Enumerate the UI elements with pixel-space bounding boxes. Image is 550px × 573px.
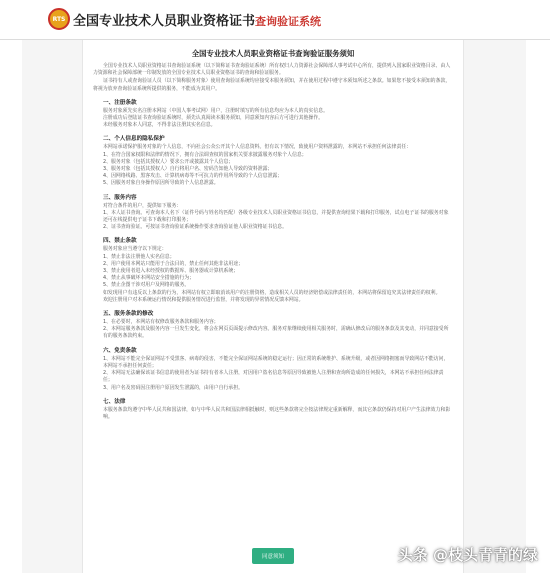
notice-section [93, 309, 453, 341]
main-area [22, 40, 526, 573]
section-item: 3、禁止使用者进入未经授权的数据库、服务器或计算机系统； [103, 268, 239, 275]
notice-section [93, 346, 453, 392]
section-item: 欢迎注册用户对本系统运行情况和提供服务情况进行监督，并将发现的异常情况反馈本网站。 [103, 296, 304, 303]
section-item: 对符合条件的用户，提供如下服务： [103, 202, 182, 209]
section-item: 3、服务对象（包括其授权人）自行将用户名、密码告知他人导致的资料泄露； [103, 166, 273, 173]
section-item: 4、禁止从事破坏本网站安全措施的行为； [103, 275, 195, 282]
section-item: 1、本人证书查询。可查询本人名下（证件号码与姓名均匹配）各级专业技术人员职业资格证书信息，并提供查询结果下载和打印服务，试点电子证书的服务对象还可在线提供电子证书下载和打印服务； [103, 209, 449, 224]
site-title-main: 全国专业技术人员职业资格证书 [73, 14, 256, 29]
site-header [0, 0, 550, 40]
section-title: 四、禁止条款 [103, 238, 137, 245]
section-item: 服务对象应当遵守以下规定： [103, 246, 167, 253]
section-item: 1、在必要时，本网站有权修改服务条款和服务内容； [103, 319, 219, 326]
notice-sections [93, 98, 453, 421]
logo-icon: RTS [48, 8, 70, 30]
notice-section [93, 193, 453, 232]
section-item: 服务对象须先实名注册本网站（中国人事考试网）用户，注册时填写的所有信息均应为本人的真实信息。 [103, 107, 328, 114]
site-title [73, 10, 321, 29]
section-item: 未经服务对象本人同意，不得非法注册其实名信息。 [103, 122, 216, 129]
section-item: 2、本网站服务条款及服务内容一旦发生变化，将会在网页页面提示修改内容。服务对象继续使用相关服务时，需确认修改后的服务条款及其变动，并同意接受所有的服务条款约束。 [103, 326, 449, 340]
section-title: 三、服务内容 [103, 194, 137, 201]
section-item: 注册成功后登陆证书查询验证系统时，须先认真阅读本服务须知，同意须知内容后方可进行其他操作。 [103, 115, 324, 122]
notice-section [93, 98, 453, 130]
section-title: 一、注册条款 [103, 99, 137, 106]
intro-paragraph: 全国专业技术人员职业资格证书查询验证系统（以下简称证书查询验证系统）所有权归人力资源社会保障部人事考试中心所有，提供列入国家职业资格目录、由人力资源和社会保障部统一印制发放的全国专业技术人员职业资格证书的查询和验证服务。 [93, 63, 451, 77]
section-item: 1、本网站不能完全保证网站不受黑客、病毒的侵害，不能完全保证网站系统的稳定运行；因正常的系统维护、系统升级，或者因网络拥塞而导致网站不能访问，本网站不承担任何责任； [103, 355, 449, 369]
section-item: 5、因服务对象自身操作原因所导致的个人信息泄露。 [103, 180, 219, 187]
notice-intro [93, 63, 453, 93]
site-title-sub: 查询验证系统 [255, 15, 322, 28]
section-item: 3、用户名及密码因注册用户原因发生泄露的，由用户自行承担。 [103, 384, 244, 391]
section-item: 2、用户使用本网站只能用于合法目的，禁止任何其他非法用途； [103, 260, 244, 267]
section-item: 1、禁止非法注册他人实名信息； [103, 253, 175, 260]
section-item: 本网站承诺保护服务对象的个人信息，不向社会公众公开其个人信息资料。但有以下情况，致使用户资料泄露的，本网站不承担任何法律责任： [103, 144, 412, 151]
section-item: 2、证书查询验证。可按证书查询验证系统操作要求查询验证他人职业资格证书信息。 [103, 224, 288, 231]
section-item: 2、本网站无法确保该证书信息的使用者为证书持有者本人注册，对因用户盗名信息等原因导致被他人注册和查询所造成的任何损失，本网站不承担任何法律责任； [103, 370, 444, 384]
section-title: 二、个人信息的隐私保护 [103, 136, 165, 143]
notice-card [82, 40, 464, 573]
intro-paragraph: 证书持有人或查询验证人员（以下简称服务对象）使用查询验证系统均应接受本服务须知，并在使用过程中遵守本须知所述之条款。如果您不接受本须知的条款，将视为放弃查询验证系统所提供的服务，不能成为其用户。 [93, 78, 451, 92]
section-title: 五、服务条款的修改 [103, 311, 154, 318]
notice-section [93, 236, 453, 304]
section-item: 2、服务对象（包括其授权人）要求公开或披露其个人信息； [103, 158, 234, 165]
section-item: 4、因网络线路、黑客攻击、计算机病毒等不可抗力的作用所导致的个人信息泄露； [103, 173, 283, 180]
agree-button[interactable]: 同意须知 [252, 548, 294, 564]
notice-title: 全国专业技术人员职业资格证书查询验证服务须知 [191, 49, 355, 58]
section-item: 5、禁止企图干涉对用户及网络的服务。 [103, 282, 190, 289]
section-item: 本服务条款均遵守中华人民共和国法律，如与中华人民共和国法律相抵触时，则这些条款将完全按法律规定重新解释，而其它条款仍保持对用户产生法律效力和影响。 [103, 406, 451, 420]
watermark: 头条 @枝头青青的绿 [397, 546, 538, 564]
notice-section [93, 397, 453, 421]
section-title: 六、免责条款 [103, 347, 137, 354]
section-item: 1、在符合国家权限和法律的情况下，拥有合法调查权的国家机关要求披露服务对象个人信息； [103, 151, 307, 158]
section-item: 如发现用户有违反以上条款的行为，本网站有权立即取消该用户的注册资格，造成相关人员的经济赔偿或法律责任的，本网站将保留追究其法律责任的权利。 [103, 289, 441, 296]
section-title: 七、法律 [103, 398, 126, 405]
notice-section [93, 134, 453, 187]
